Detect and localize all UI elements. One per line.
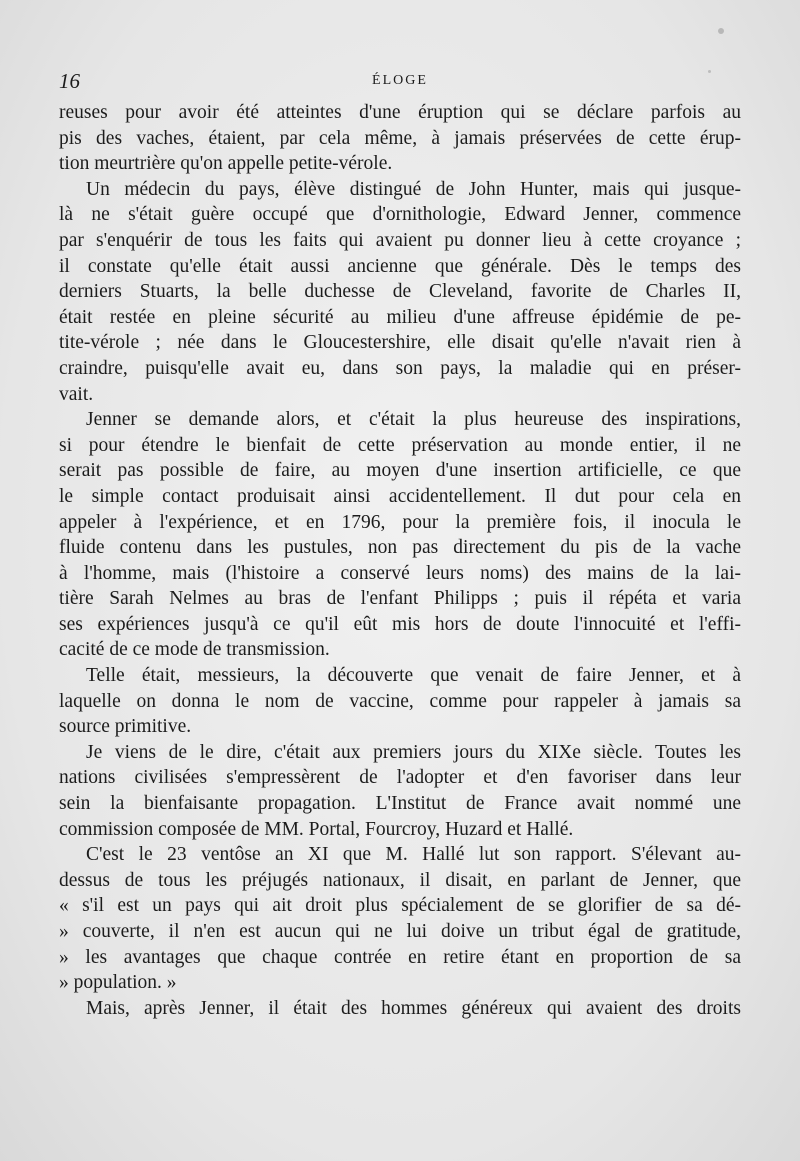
text-line: vait.: [59, 383, 94, 405]
text-line: tion meurtrière qu'on appelle petite-vérole.: [59, 153, 393, 175]
text-line: appeler à l'expérience, et en 1796, pour la première fois, il inocula le: [59, 511, 741, 533]
text-line: source primitive.: [59, 716, 192, 738]
text-line: était restée en pleine sécurité au milieu d'une affreuse épidémie de pe-: [59, 306, 741, 328]
text-line: cacité de ce mode de transmission.: [59, 639, 330, 661]
page-header: [59, 66, 741, 96]
text-line: serait pas possible de faire, au moyen d'une insertion artificielle, ce que: [59, 460, 741, 482]
text-line: il constate qu'elle était aussi ancienne que générale. Dès le temps des: [59, 255, 741, 277]
quote-line: » couverte, il n'en est aucun qui ne lui doive un tribut égal de gratitude,: [59, 921, 741, 942]
text-line: pis des vaches, étaient, par cela même, à jamais préservées de cette érup-: [59, 127, 741, 149]
text-line: tière Sarah Nelmes au bras de l'enfant Philipps ; puis il répéta et varia: [59, 588, 741, 610]
text-line: Telle était, messieurs, la découverte que venait de faire Jenner, et à: [86, 665, 741, 687]
text-line: Je viens de le dire, c'était aux premiers jours du XIXe siècle. Toutes les: [86, 741, 741, 763]
text-line: commission composée de MM. Portal, Fourcroy, Huzard et Hallé.: [59, 818, 574, 840]
text-line: C'est le 23 ventôse an XI que M. Hallé lut son rapport. S'élevant au-: [86, 844, 741, 866]
quote-line: » population. »: [59, 972, 177, 994]
text-line: à l'homme, mais (l'histoire a conservé leurs noms) des mains de la lai-: [59, 562, 741, 584]
text-line: reuses pour avoir été atteintes d'une éruption qui se déclare parfois au: [59, 102, 741, 123]
text-line: nations civilisées s'empressèrent de l'adopter et d'en favoriser dans leur: [59, 767, 741, 789]
text-line: dessus de tous les préjugés nationaux, il disait, en parlant de Jenner, que: [59, 869, 741, 891]
text-line: si pour étendre le bienfait de cette préservation au monde entier, il ne: [59, 434, 741, 456]
text-line: le simple contact produisait ainsi accidentellement. Il dut pour cela en: [59, 485, 741, 507]
text-line: par s'enquérir de tous les faits qui avaient pu donner lieu à cette croyance ;: [59, 229, 741, 251]
text-line: derniers Stuarts, la belle duchesse de Cleveland, favorite de Charles II,: [59, 281, 741, 303]
text-line: laquelle on donna le nom de vaccine, comme pour rappeler à jamais sa: [59, 690, 741, 712]
quote-line: » les avantages que chaque contrée en retire étant en proportion de sa: [59, 946, 741, 968]
running-title: ÉLOGE: [372, 73, 428, 88]
text-line: Mais, après Jenner, il était des hommes généreux qui avaient des droits: [86, 997, 741, 1019]
text-line: Jenner se demande alors, et c'était la plus heureuse des inspirations,: [86, 409, 741, 431]
text-line: là ne s'était guère occupé que d'ornithologie, Edward Jenner, commence: [59, 204, 741, 226]
page-number: 16: [59, 69, 80, 93]
text-line: Un médecin du pays, élève distingué de John Hunter, mais qui jusque-: [86, 178, 741, 200]
text-line: ses expériences jusqu'à ce qu'il eût mis hors de doute l'innocuité et l'effi-: [59, 613, 741, 635]
text-line: craindre, puisqu'elle avait eu, dans son pays, la maladie qui en préser-: [59, 357, 741, 379]
text-line: tite-vérole ; née dans le Gloucestershire, elle disait qu'elle n'avait rien à: [59, 332, 741, 354]
body-text: [59, 100, 741, 1021]
quote-line: « s'il est un pays qui ait droit plus spécialement de se glorifier de sa dé-: [59, 895, 741, 917]
text-line: sein la bienfaisante propagation. L'Institut de France avait nommé une: [59, 793, 741, 815]
text-line: fluide contenu dans les pustules, non pas directement du pis de la vache: [59, 537, 741, 559]
paper-speck: [718, 28, 724, 34]
